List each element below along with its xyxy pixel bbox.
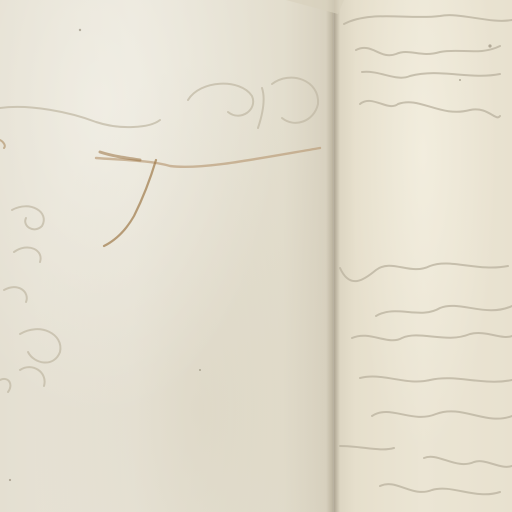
page-corner-crease <box>286 0 344 14</box>
paper-specks <box>9 29 492 481</box>
left-page-ink-stain <box>0 140 320 246</box>
left-page-bleed-through <box>0 78 318 392</box>
right-page-handwriting <box>340 15 512 494</box>
